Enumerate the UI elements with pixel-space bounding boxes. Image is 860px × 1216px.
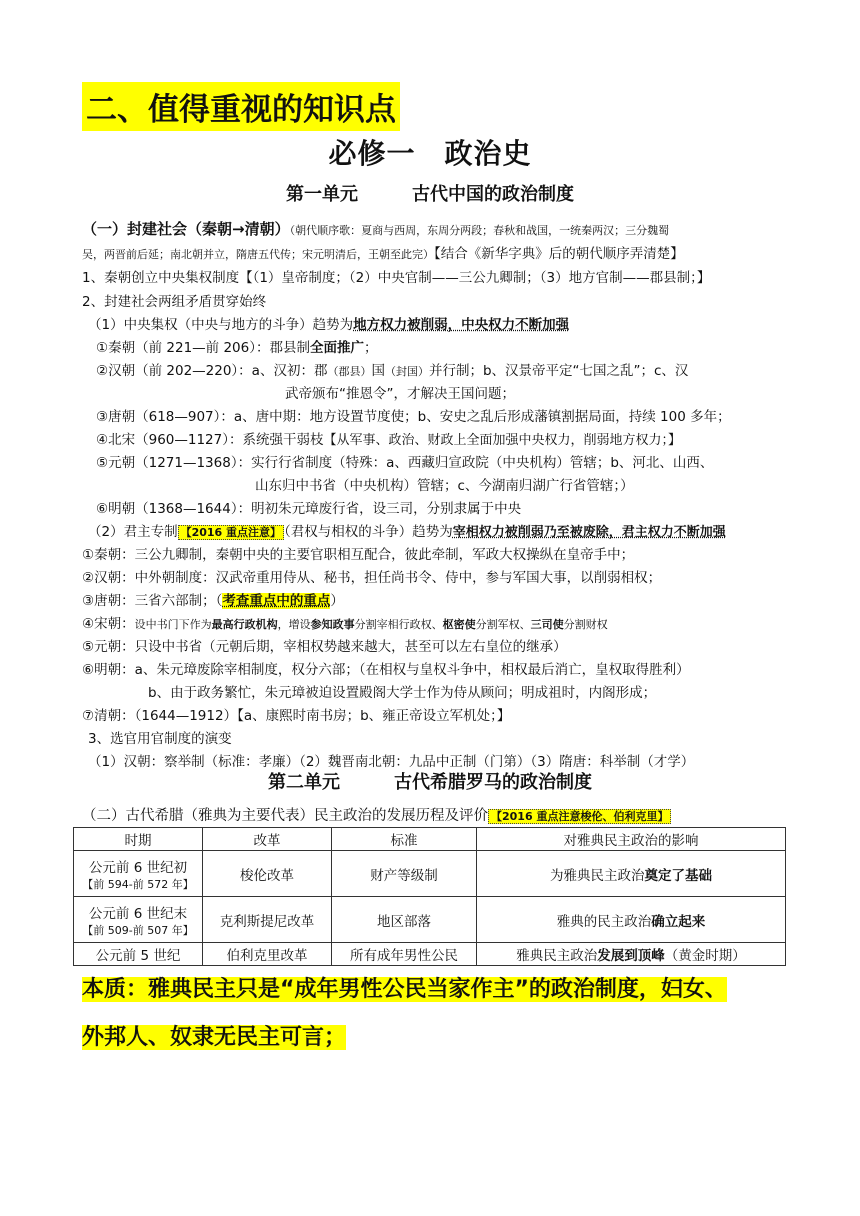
monarch-ming-1: ⑥明朝：a、朱元璋废除宰相制度，权分六部；（在相权与皇权斗争中，相权最后消亡，皇权取得胜利） [82,662,690,678]
table-row [74,897,786,943]
song-m-g: 枢密使 [442,618,476,631]
essence-line-1 [82,972,727,1003]
central-local-lead-text: （1）中央集权（中央与地方的斗争）趋势为 [88,317,354,333]
central-local-han-1 [96,359,688,379]
impact-text-a: 为雅典民主政治 [550,867,645,884]
period-note: 【前 594-前 572 年】 [82,877,194,891]
monarch-mid-text: （君权与相权的斗争）趋势为 [284,524,453,540]
period-text: 公元前 6 世纪初 [88,859,188,876]
essence-highlight-1: 本质：雅典民主只是“成年男性公民当家作主”的政治制度，妇女、 [82,977,727,1002]
song-text-b: 【从军事、政治、财政上全面加强中央权力，削弱地方权力；】 [323,433,681,448]
central-local-lead [88,313,569,333]
table-row [74,943,786,966]
monarch-ming-2: b、由于政务繁忙，朱元璋被迫设置殿阁大学士作为侍从顾问；明成祖时，内阁形成； [148,685,657,701]
table-header-reform: 改革 [203,828,332,851]
unit1-subheading-line2 [82,242,684,262]
athens-reform-table [73,827,786,966]
table-cell-standard: 所有成年男性公民 [332,943,477,966]
impact-text-b: 确立起来 [651,913,706,930]
section-title: 二、值得重视的知识点 [82,82,400,131]
monarch-qin: ①秦朝：三公九卿制，秦朝中央的主要官职相互配合，彼此牵制，军政大权操纵在皇帝手中； [82,547,635,563]
monarch-qing: ⑦清朝：（1644—1912）【a、康熙时南书房；b、雍正帝设立军机处；】 [82,708,511,724]
qin-text-b: 全面推广 [309,340,364,356]
tang-text-a: ③唐朝：三省六部制；（ [82,593,223,609]
tang-key-point: 考查重点中的重点 [222,593,331,609]
dynasty-song-note-2: 吴，两晋前后延；南北朝并立，隋唐五代传；宋元明清后，王朝至此完） [82,248,434,261]
song-m-c: 最高行政机构 [211,618,278,631]
monarch-yuan: ⑤元朝：只设中书省（元朝后期，宰相权势越来越大，甚至可以左右皇位的继承） [82,639,567,655]
item-1: 1、秦朝创立中央集权制度【（1）皇帝制度；（2）中央官制——三公九卿制；（3）地方官制——郡县制；】 [82,270,711,286]
table-cell-standard: 财产等级制 [332,851,477,897]
greece-heading-text: （二）古代希腊（雅典为主要代表）民主政治的发展历程及评价 [82,808,488,824]
unit1-subheading-title: （一）封建社会（秦朝→清朝） [82,220,290,238]
dynasty-song-note-1: （朝代顺序歌：夏商与西周，东周分两段；春秋和战国，一统秦两汉；三分魏蜀 [289,224,670,237]
han-note-2: （封国） [384,365,429,378]
impact-text-a: 雅典的民主政治 [556,913,652,930]
monarch-tag: 【2016 重点注意】 [178,525,284,540]
song-m-h: 分割军权、 [475,618,531,631]
table-cell-impact [477,897,786,943]
unit1-heading: 第一单元 古代中国的政治制度 [286,184,574,205]
central-local-tang: ③唐朝（618—907）：a、唐中期：地方设置节度使；b、安史之乱后形成藩镇割据局面，持续 100 多年； [96,409,731,425]
greece-tag: 【2016 重点注意梭伦、伯利克里】 [488,809,671,824]
table-header-impact: 对雅典民主政治的影响 [477,828,786,851]
essence-highlight-2: 外邦人、奴隶无民主可言； [82,1025,347,1050]
greece-heading [82,804,671,825]
song-text-a: ④北宋（960—1127）：系统强干弱枝 [96,432,324,448]
period-note: 【前 509-前 507 年】 [82,923,194,937]
song-m-i: 三司使 [530,618,564,631]
central-local-qin [96,336,377,356]
essence-line-2 [82,1020,346,1051]
item-3-detail: （1）汉朝：察举制（标准：孝廉）（2）魏晋南北朝：九品中正制（门第）（3）隋唐：科举制（才学） [88,754,695,770]
monarch-lead-text: （2）君主专制 [88,524,178,540]
item-3: 3、选官用官制度的演变 [88,731,232,747]
table-header-row [74,828,786,851]
han-note-1: （郡县） [327,365,372,378]
table-header-period: 时期 [74,828,203,851]
central-local-yuan-1: ⑤元朝（1271—1368）：实行行省制度（特殊：a、西藏归宣政院（中央机构）管辖；b、河北、山西、 [96,455,714,471]
qin-text-a: ①秦朝（前 221—前 206）：郡县制 [96,340,310,356]
song-m-f: 分割宰相行政权、 [354,618,443,631]
monarch-han: ②汉朝：中外朝制度：汉武帝重用侍从、秘书，担任尚书令、侍中，参与军国大事，以削弱相权； [82,570,662,586]
central-local-yuan-2: 山东归中书省（中央机构）管辖；c、今湖南归湖广行省管辖；） [255,478,634,494]
table-cell-standard: 地区部落 [332,897,477,943]
central-local-ming: ⑥明朝（1368—1644）：明初朱元璋废行省，设三司，分别隶属于中央 [96,501,522,517]
unit2-heading: 第二单元 古代希腊罗马的政治制度 [268,772,592,793]
qin-text-c: ； [363,340,378,356]
item-2: 2、封建社会两组矛盾贯穿始终 [82,294,267,310]
table-cell-reform: 克利斯提尼改革 [203,897,332,943]
unit1-subheading [82,218,669,239]
central-local-trend: 地方权力被削弱，中央权力不断加强 [353,317,570,333]
table-cell-reform: 伯利克里改革 [203,943,332,966]
table-cell-period [74,851,203,897]
impact-text-b: 奠定了基础 [644,867,712,884]
table-header-standard: 标准 [332,828,477,851]
impact-text-b: 发展到顶峰 [597,948,665,964]
table-cell-period: 公元前 5 世纪 [74,943,203,966]
period-text: 公元前 6 世纪末 [88,905,188,922]
subtitle: 必修一 政治史 [328,137,532,170]
song-m-d: ，增设 [277,618,311,631]
table-cell-impact [477,943,786,966]
table-cell-reform: 梭伦改革 [203,851,332,897]
han-text-c: 并行制；b、汉景帝平定“七国之乱”；c、汉 [428,363,689,379]
table-row [74,851,786,897]
central-local-song [96,428,681,448]
song-m-a: ④宋朝： [82,616,135,632]
han-text-a: ②汉朝（前 202—220）：a、汉初：郡 [96,363,328,379]
impact-text-a: 雅典民主政治 [516,948,598,964]
table-cell-period [74,897,203,943]
monarch-lead [88,520,726,540]
monarch-tang [82,589,344,609]
monarch-song [82,612,608,632]
han-text-b: 国 [371,363,385,379]
song-m-b: 设中书门下作为 [134,618,212,631]
central-local-han-2: 武帝颁布“推恩令”，才解决王国问题； [285,386,515,402]
monarch-trend: 宰相权力被削弱乃至被废除，君主权力不断加强 [452,525,726,540]
tang-text-c: ） [330,593,344,609]
table-cell-impact [477,851,786,897]
song-m-e: 参知政事 [310,618,355,631]
dictionary-note: 【结合《新华字典》后的朝代顺序弄清楚】 [434,246,684,262]
song-m-j: 分割财权 [563,618,608,631]
impact-text-c: （黄金时期） [664,948,746,964]
